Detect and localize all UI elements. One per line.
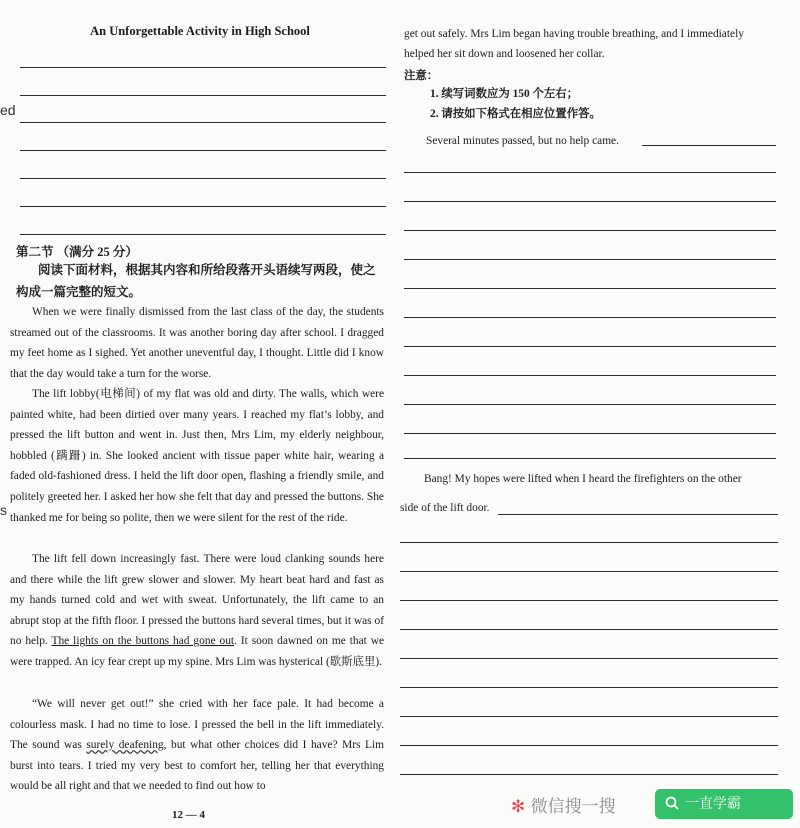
- note-item-1: 1. 续写词数应为 150 个左右；: [430, 88, 579, 100]
- answer-line: [404, 172, 776, 173]
- search-icon: [665, 789, 679, 819]
- note-heading: 注意：: [404, 70, 439, 82]
- answer-line: [404, 288, 776, 289]
- answer-line: [404, 230, 776, 231]
- page-number: 12 — 4: [172, 809, 205, 821]
- answer-line: [400, 571, 778, 572]
- answer-line: [20, 178, 386, 179]
- paragraph-4: “We will never get out!” she cried with her face pale. It had become a colourless mask. I had no time to lose. I pressed the bell in the lift immediately. The sound was surely deafening, but what other choices did I have? Mrs Lim burst into tears. I tried my very best to comfort her, telling her that everything would be all right and that we needed to find out how to: [10, 698, 384, 793]
- underlined-phrase: The lights on the buttons had gone out: [51, 635, 235, 648]
- instruction-text: 阅读下面材料，根据其内容和所给段落开头语续写两段，使之构成一篇完整的短文。: [16, 263, 376, 299]
- answer-line: [400, 774, 778, 775]
- answer-line: [20, 122, 386, 123]
- paragraph-2: The lift lobby(电梯间) of my flat was old and dirty. The walls, which were painted white, had been dirtied over many years. I reached my flat’s lobby, and pressed the lift button and went in. Just then, Mrs Lim, my elderly neighbour, hobbled (蹒跚) in. She looked ancient with tissue paper white hair, wearing a faded old-fashioned dress. I held the lift door open, flashing a friendly smile, and politely greeted her. I asked her how she felt that day and pressed the buttons. She thanked me for being so polite, then we were silent for the rest of the ride.: [10, 388, 384, 524]
- note-item-2: 2. 请按如下格式在相应位置作答。: [430, 108, 601, 120]
- answer-line: [404, 404, 776, 405]
- answer-line: [404, 201, 776, 202]
- answer-line: [400, 629, 778, 630]
- search-brand-button[interactable]: [655, 789, 793, 819]
- answer-line: [20, 150, 386, 151]
- answer-line: [642, 145, 776, 146]
- watermark-search-text: ✻ 微信搜一搜: [511, 797, 616, 817]
- paragraph-opener-1: Several minutes passed, but no help came.: [426, 135, 619, 147]
- answer-line: [20, 67, 386, 68]
- paragraph-3: The lift fell down increasingly fast. There were loud clanking sounds here and there while the lift grew slower and slower. My heart beat hard and fast as my hands turned cold and wet with sweat. Unfortunately, the lift came to an abrupt stop at the fifth floor. I pressed the buttons hard several times, but it was of no help. The lights on the buttons had gone out. It soon dawned on me that we were trapped. An icy fear crept up my spine. Mrs Lim was hysterical (歇斯底里).: [10, 553, 384, 668]
- answer-line: [404, 346, 776, 347]
- answer-line: [20, 95, 386, 96]
- paragraph-opener-2: Bang! My hopes were lifted when I heard the firefighters on the other: [424, 473, 742, 485]
- answer-line: [404, 317, 776, 318]
- paragraph-opener-2-cont: side of the lift door.: [400, 502, 490, 514]
- watermark-banner: [503, 786, 800, 822]
- paragraph-1: When we were finally dismissed from the last class of the day, the students streamed out of the classrooms. It was another boring day after school. I dragged my feet home as I sighed. Yet another uneventful day, I thought. Little did I know that the day would take a turn for the worse.: [10, 306, 384, 380]
- answer-line: [400, 658, 778, 659]
- answer-line: [400, 542, 778, 543]
- answer-line: [404, 375, 776, 376]
- wechat-logo-icon: ✻: [511, 797, 526, 817]
- answer-line: [400, 687, 778, 688]
- brand-label: 一直学霸: [685, 796, 741, 812]
- answer-line: [498, 514, 778, 515]
- continuation-line-2: helped her sit down and loosened her collar.: [404, 48, 605, 60]
- wavy-underlined-phrase: surely deafening: [86, 739, 164, 752]
- section-heading: 第二节 （满分 25 分）: [16, 245, 138, 259]
- answer-line: [400, 716, 778, 717]
- answer-line: [404, 458, 776, 459]
- continuation-line-1: get out safely. Mrs Lim began having trouble breathing, and I immediately: [404, 28, 744, 40]
- edge-mark: ed: [0, 102, 16, 118]
- answer-line: [404, 259, 776, 260]
- answer-line: [20, 206, 386, 207]
- edge-mark: s: [0, 502, 7, 518]
- essay-title: An Unforgettable Activity in High School: [90, 24, 310, 38]
- answer-line: [400, 600, 778, 601]
- answer-line: [20, 234, 386, 235]
- answer-line: [404, 433, 776, 434]
- answer-line: [400, 745, 778, 746]
